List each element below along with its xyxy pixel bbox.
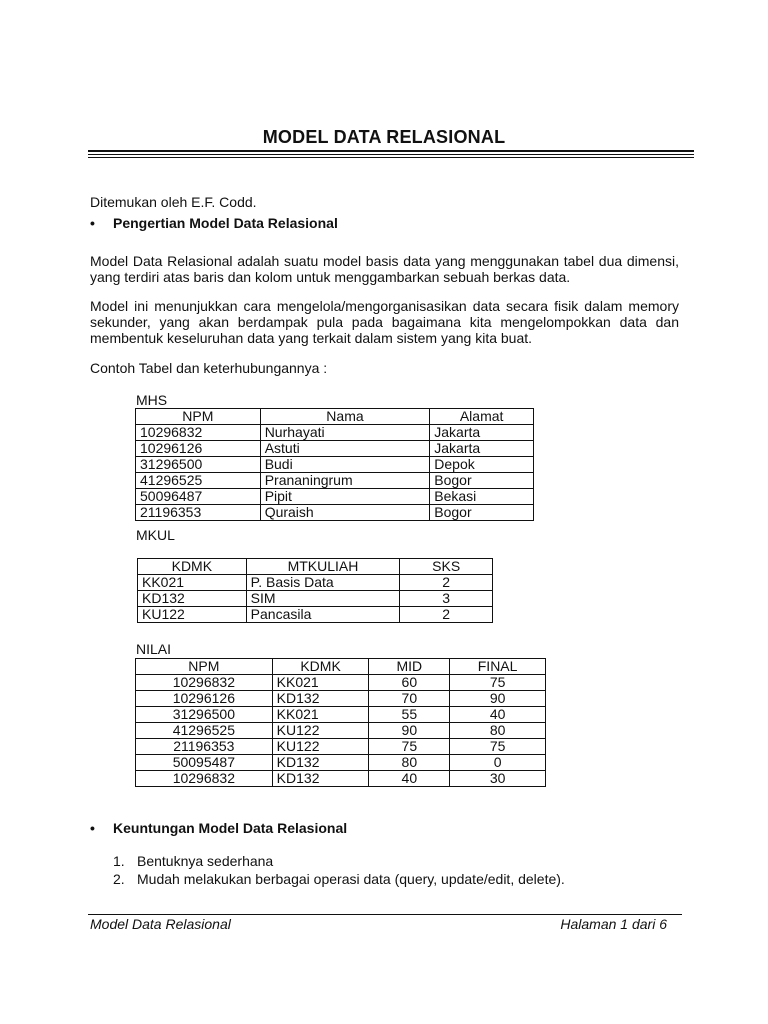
table-cell: 41296525 [136,473,261,489]
table-row [136,691,546,707]
table-cell: KK021 [138,575,247,591]
example-intro: Contoh Tabel dan keterhubungannya : [90,360,328,376]
table-cell: 10296832 [136,425,261,441]
table-cell: 70 [369,691,450,707]
table-row [136,739,546,755]
table-cell: KD132 [272,691,369,707]
table-cell: 0 [450,755,546,771]
table-header-row [138,559,493,575]
table-label-nilai: NILAI [136,641,172,657]
table-cell: 90 [450,691,546,707]
table-cell: 10296126 [136,441,261,457]
table-row [136,675,546,691]
table-cell: 10296832 [136,771,273,787]
table-row [136,489,534,505]
table-cell: Bogor [430,473,534,489]
mhs-table [135,408,534,521]
intro-text: Ditemukan oleh E.F. Codd. [90,194,257,210]
table-cell: 21196353 [136,739,273,755]
table-cell: KD132 [272,755,369,771]
table-cell: 10296126 [136,691,273,707]
nilai-table [135,658,546,787]
column-header: MTKULIAH [246,559,400,575]
table-cell: 3 [400,591,493,607]
table-cell: 75 [450,739,546,755]
table-row [136,457,534,473]
mkul-table [137,558,493,623]
table-row [136,755,546,771]
footer-doc-title: Model Data Relasional [90,916,231,932]
list-item: 1. Bentuknya sederhana [113,853,274,869]
table-label-mhs: MHS [136,392,168,408]
table-cell: Pipit [260,489,430,505]
table-cell: 31296500 [136,457,261,473]
table-row [136,771,546,787]
table-cell: KK021 [272,707,369,723]
table-header-row [136,409,534,425]
paragraph-definition: Model Data Relasional adalah suatu model basis data yang menggunakan tabel dua dimensi, yang terdiri atas baris dan kolom untuk menggambarkan sebuah berkas data. [90,253,679,285]
column-header: NPM [136,659,273,675]
table-cell: 10296832 [136,675,273,691]
table-cell: KD132 [272,771,369,787]
title-rule-thick [88,150,694,152]
section-heading-keuntungan: Keuntungan Model Data Relasional [113,820,348,836]
table-cell: Pancasila [246,607,400,623]
table-cell: Nurhayati [260,425,430,441]
table-row [136,441,534,457]
table-cell: 2 [400,607,493,623]
table-cell: Prananingrum [260,473,430,489]
table-cell: 75 [369,739,450,755]
footer-rule [88,914,682,915]
column-header: NPM [136,409,261,425]
column-header: FINAL [450,659,546,675]
table-cell: Astuti [260,441,430,457]
column-header: SKS [400,559,493,575]
section-heading-pengertian: Pengertian Model Data Relasional [113,215,338,231]
title-rule-thin [88,154,694,155]
table-cell: KU122 [138,607,247,623]
paragraph-explanation: Model ini menunjukkan cara mengelola/mengorganisasikan data secara fisik dalam memory sekunder, yang akan berdampak pula pada bagaimana kita mengelompokkan data dan membentuk keseluruhan data yang terkait dalam sistem yang kita buat. [90,298,679,346]
table-cell: KK021 [272,675,369,691]
table-cell: 75 [450,675,546,691]
table-cell: 41296525 [136,723,273,739]
table-row [138,591,493,607]
table-cell: Budi [260,457,430,473]
table-cell: Jakarta [430,425,534,441]
bullet-icon: • [90,820,95,836]
table-cell: Jakarta [430,441,534,457]
table-row [136,505,534,521]
column-header: Alamat [430,409,534,425]
table-row [138,575,493,591]
table-cell: KU122 [272,723,369,739]
table-cell: 90 [369,723,450,739]
table-cell: Bogor [430,505,534,521]
title-rule-thin [88,157,694,158]
column-header: KDMK [138,559,247,575]
table-cell: Quraish [260,505,430,521]
table-header-row [136,659,546,675]
table-cell: 40 [450,707,546,723]
table-cell: 80 [369,755,450,771]
table-cell: KD132 [138,591,247,607]
table-row [136,723,546,739]
table-cell: Bekasi [430,489,534,505]
list-item: 2. Mudah melakukan berbagai operasi data (query, update/edit, delete). [113,871,565,887]
table-cell: SIM [246,591,400,607]
bullet-icon: • [90,215,95,231]
table-cell: 50095487 [136,755,273,771]
advantages-list [113,852,565,888]
table-cell: 60 [369,675,450,691]
column-header: Nama [260,409,430,425]
table-row [136,425,534,441]
column-header: MID [369,659,450,675]
table-row [138,607,493,623]
table-cell: Depok [430,457,534,473]
table-cell: 21196353 [136,505,261,521]
page-title: MODEL DATA RELASIONAL [262,127,506,147]
table-cell: 2 [400,575,493,591]
table-row [136,707,546,723]
table-label-mkul: MKUL [136,527,175,543]
table-cell: 31296500 [136,707,273,723]
table-cell: 80 [450,723,546,739]
column-header: KDMK [272,659,369,675]
table-cell: 40 [369,771,450,787]
table-cell: 55 [369,707,450,723]
table-cell: P. Basis Data [246,575,400,591]
table-cell: 50096487 [136,489,261,505]
table-cell: 30 [450,771,546,787]
table-cell: KU122 [272,739,369,755]
footer-page-number: Halaman 1 dari 6 [560,916,667,932]
table-row [136,473,534,489]
